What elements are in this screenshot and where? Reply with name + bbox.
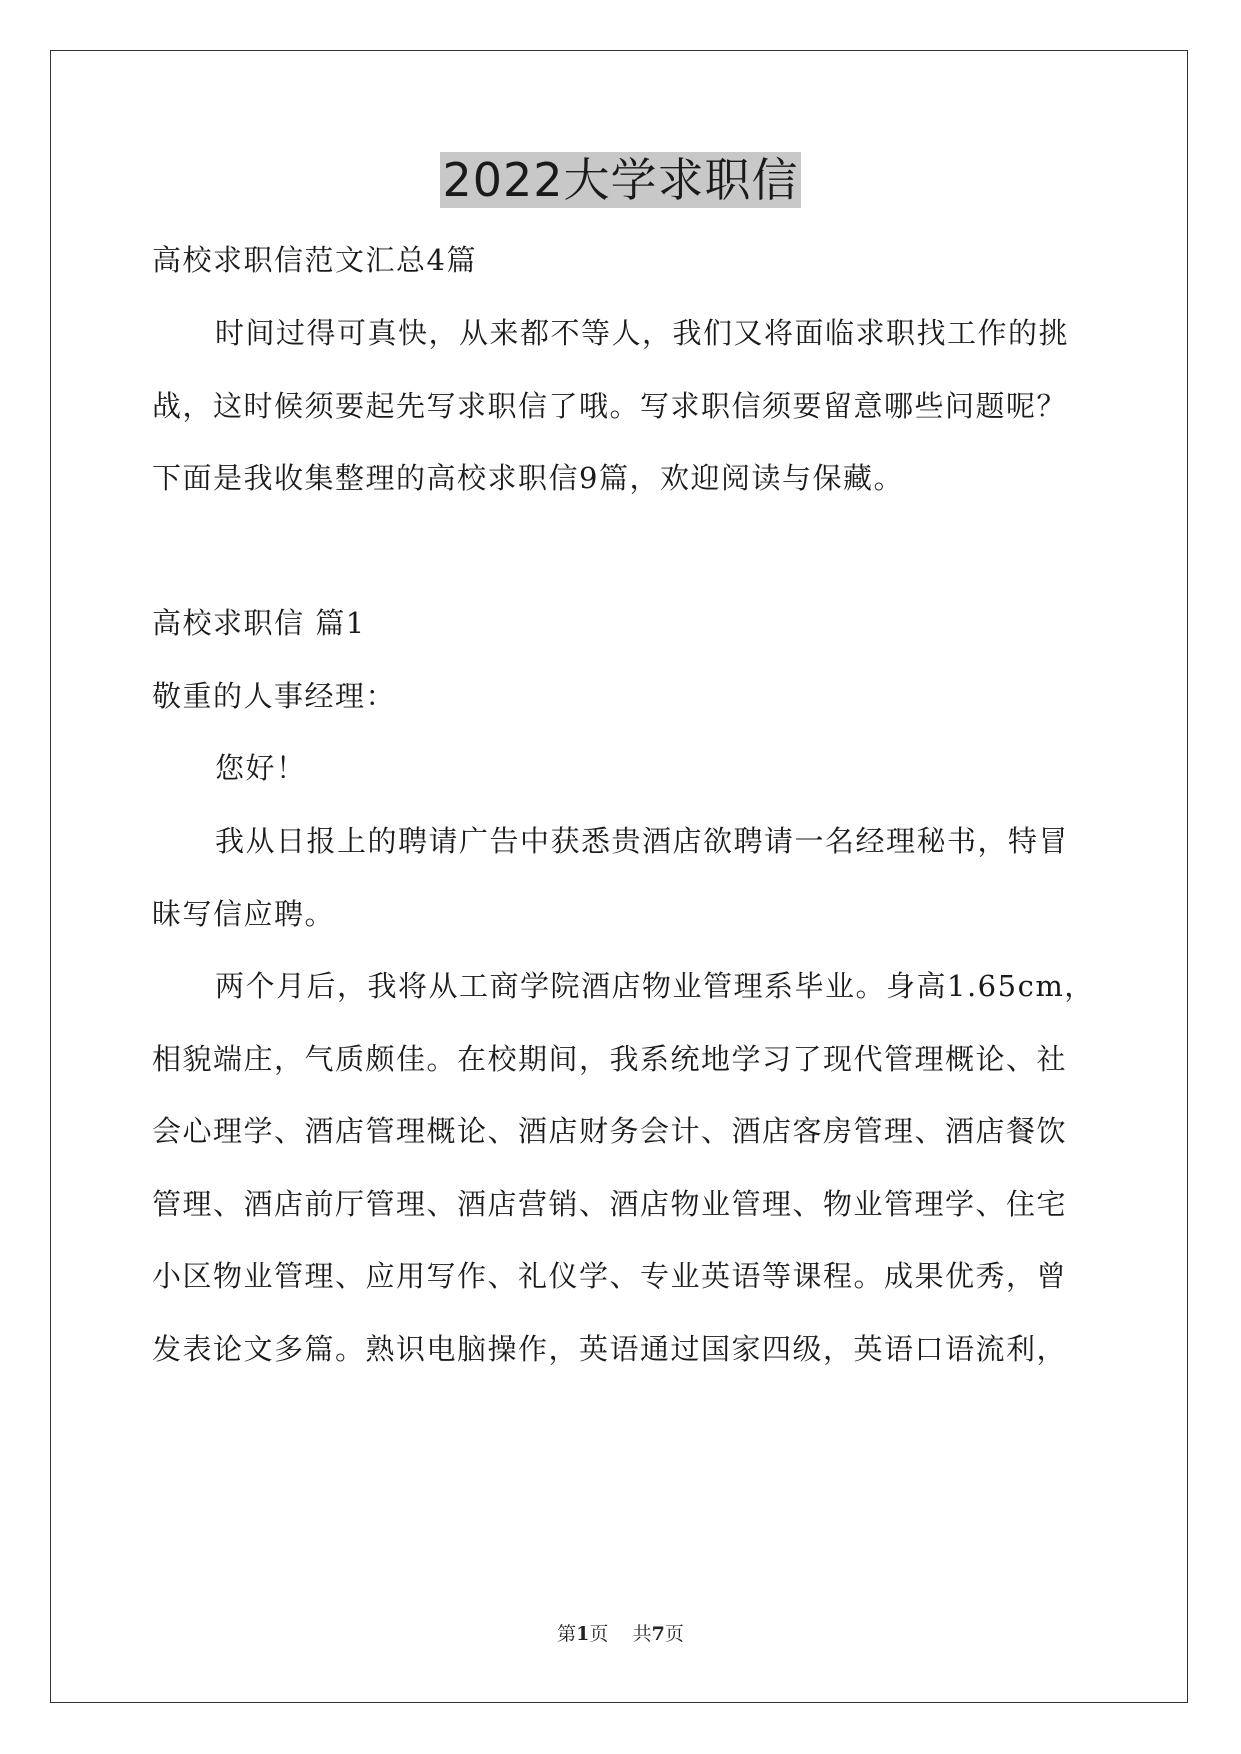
- para1-line-1: 我从日报上的聘请广告中获悉贵酒店欲聘请一名经理秘书，特冒: [215, 824, 1070, 858]
- intro-line-2: 战，这时候须要起先写求职信了哦。写求职信须要留意哪些问题呢？: [152, 389, 1068, 423]
- para2-line-4: 管理、酒店前厅管理、酒店营销、酒店物业管理、物业管理学、住宅: [152, 1187, 1068, 1221]
- para1-line-2: 昧写信应聘。: [152, 897, 336, 931]
- salutation: 敬重的人事经理：: [152, 679, 397, 713]
- para2-line-6: 发表论文多篇。熟识电脑操作，英语通过国家四级，英语口语流利，: [152, 1332, 1068, 1366]
- page-border: [50, 50, 1188, 1703]
- para2-line-3: 会心理学、酒店管理概论、酒店财务会计、酒店客房管理、酒店餐饮: [152, 1114, 1068, 1148]
- total-prefix: 共: [632, 1623, 652, 1645]
- page-number: 1: [576, 1623, 590, 1645]
- intro-line-3: 下面是我收集整理的高校求职信9篇，欢迎阅读与保藏。: [152, 461, 904, 495]
- para2-line-2: 相貌端庄，气质颇佳。在校期间，我系统地学习了现代管理概论、社: [152, 1042, 1068, 1076]
- para2-line-5: 小区物业管理、应用写作、礼仪学、专业英语等课程。成果优秀，曾: [152, 1259, 1068, 1293]
- page-prefix: 第: [557, 1623, 577, 1645]
- subtitle: 高校求职信范文汇总4篇: [152, 243, 477, 277]
- section-heading: 高校求职信 篇1: [152, 606, 366, 640]
- total-pages: 7: [651, 1623, 665, 1645]
- total-suffix: 页: [664, 1623, 684, 1645]
- document-title: 2022大学求职信: [442, 153, 799, 207]
- page-suffix: 页: [589, 1623, 609, 1645]
- greeting: 您好！: [215, 751, 307, 785]
- title-container: [0, 152, 1241, 208]
- intro-line-1: 时间过得可真快，从来都不等人，我们又将面临求职找工作的挑: [215, 316, 1070, 350]
- para2-line-1: 两个月后，我将从工商学院酒店物业管理系毕业。身高1.65cm，: [215, 969, 1095, 1003]
- page-footer: [0, 1622, 1241, 1646]
